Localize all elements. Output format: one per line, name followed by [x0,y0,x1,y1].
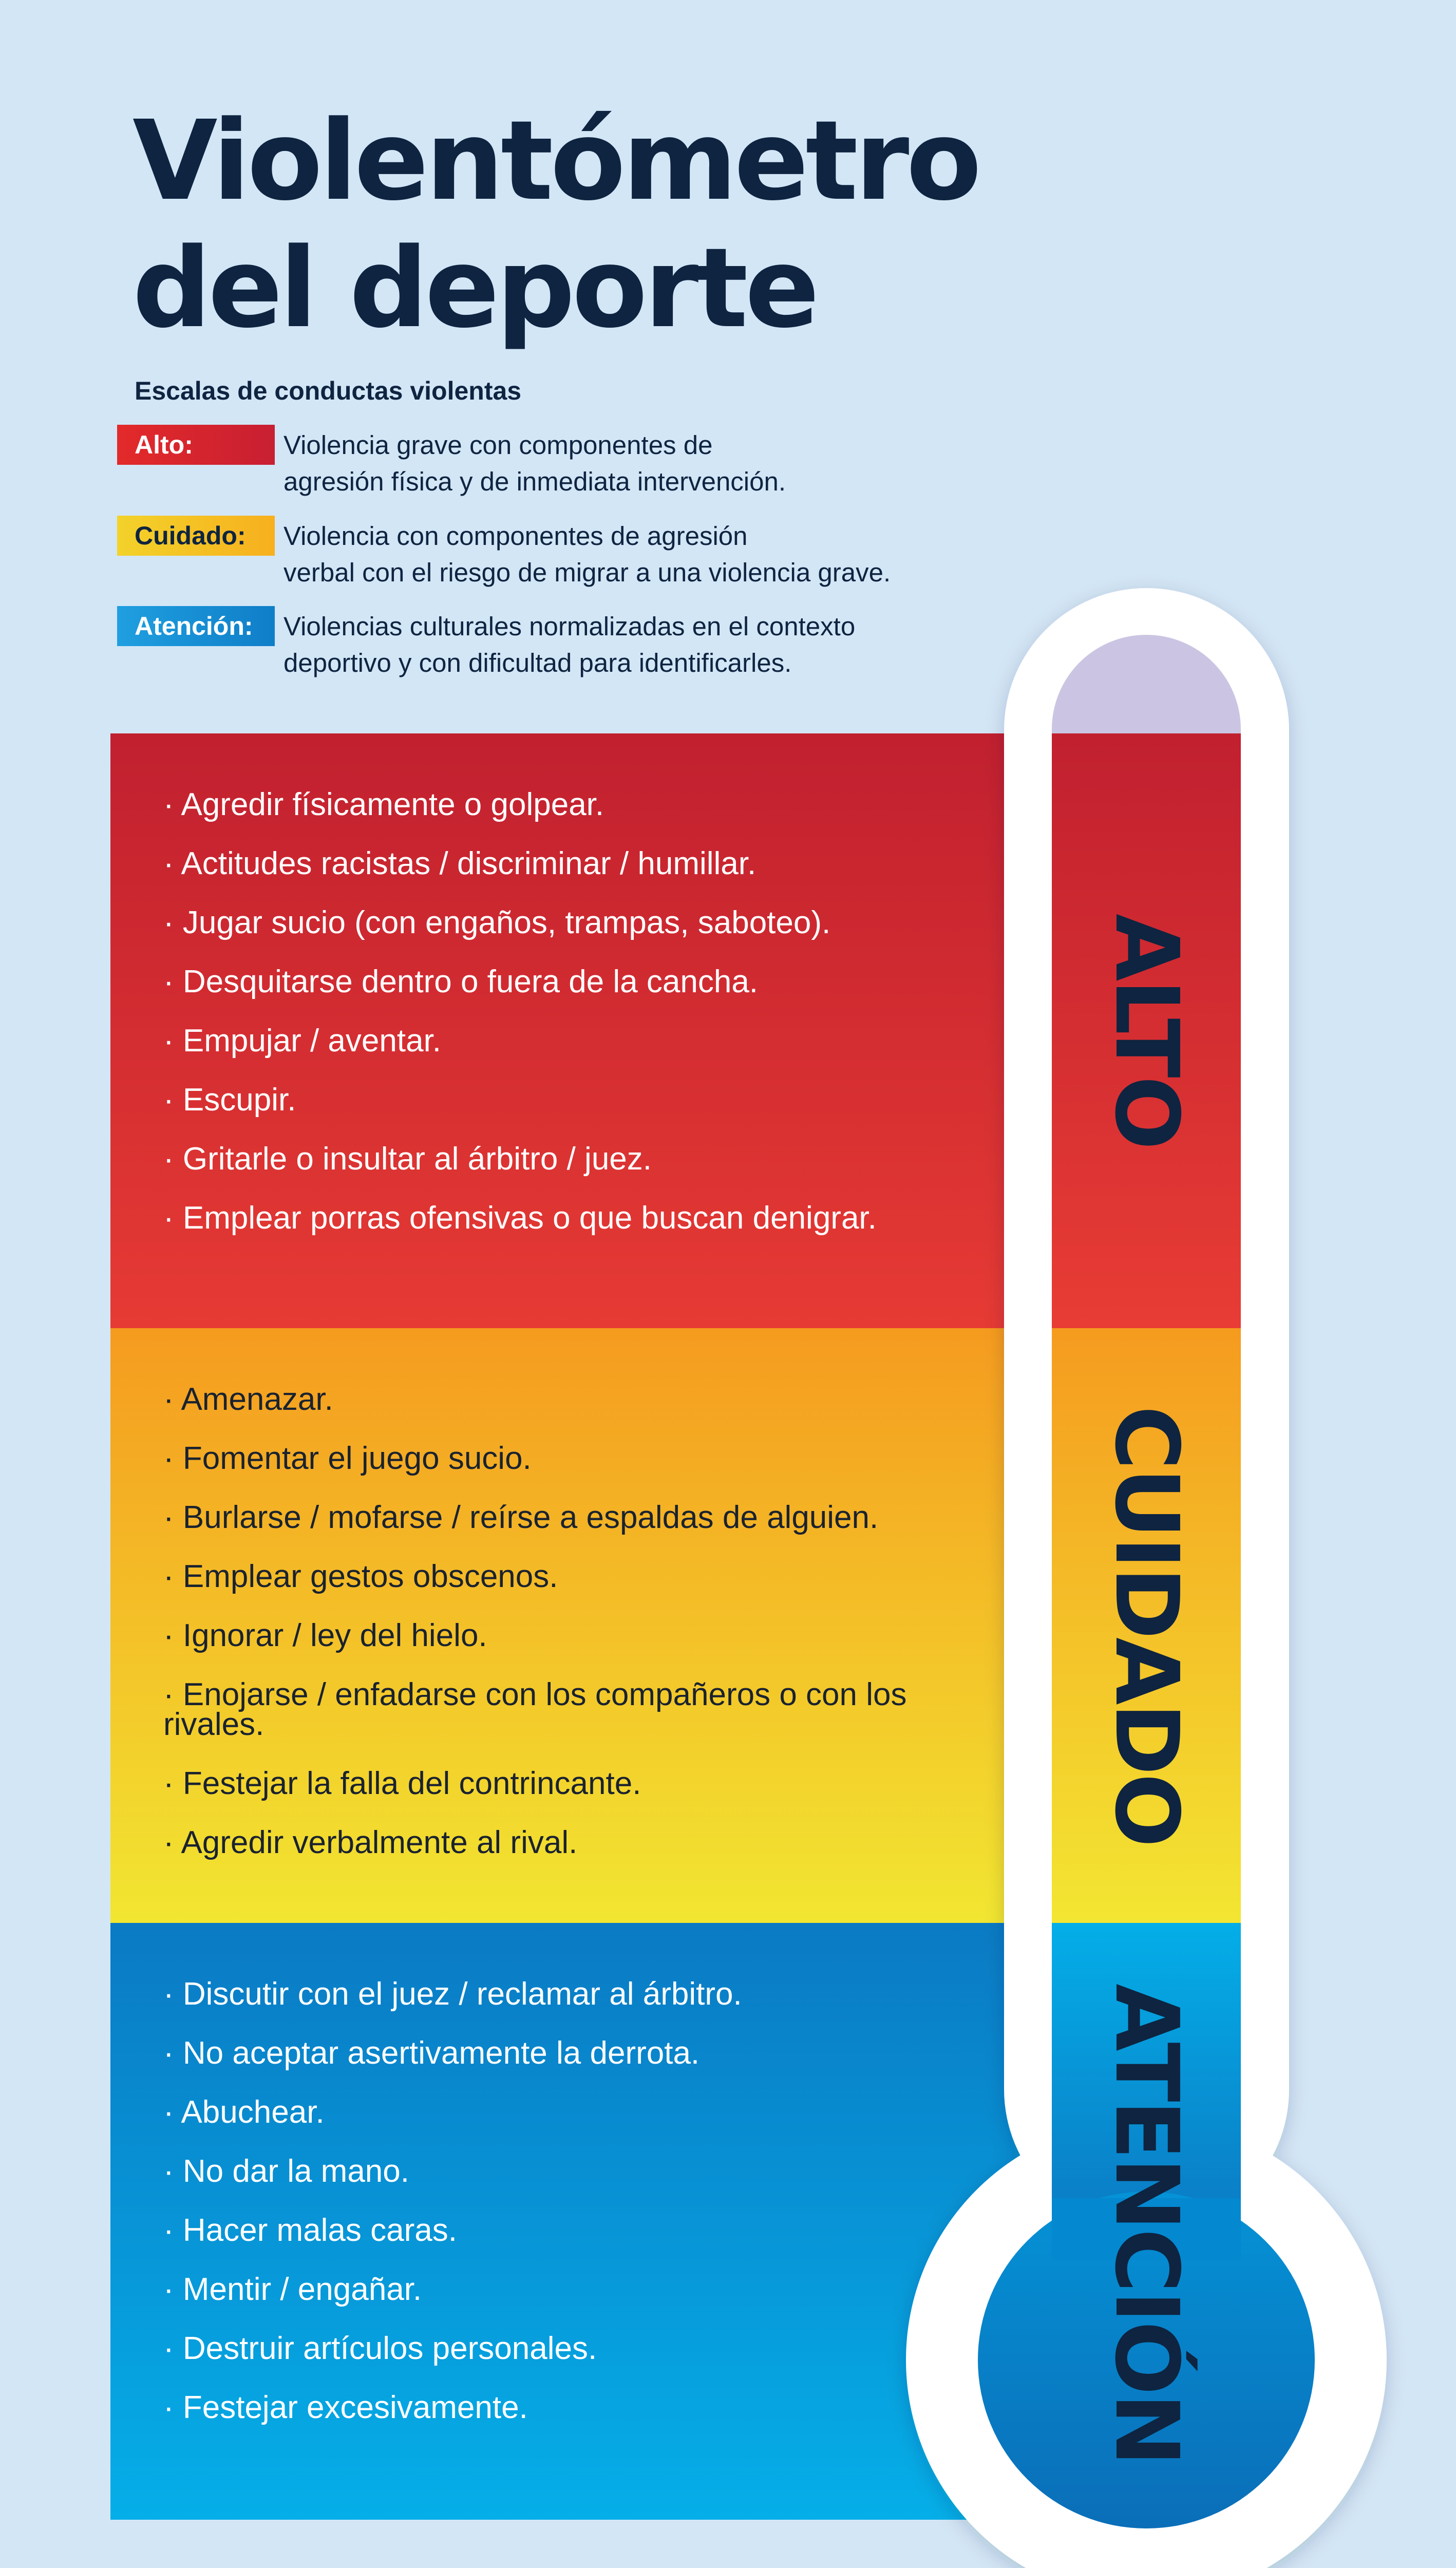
title-line-2: del deporte [133,224,817,352]
list-item: · Agredir verbalmente al rival. [163,1825,578,1860]
list-item: · Fomentar el juego sucio. [163,1441,532,1476]
list-item: · No dar la mano. [163,2154,409,2189]
list-item: · Emplear gestos obscenos. [163,1559,558,1594]
list-item: · Gritarle o insultar al árbitro / juez. [163,1141,652,1177]
list-item: · Burlarse / mofarse / reírse a espaldas de alguien. [163,1500,879,1535]
legend-desc-line: agresión física y de inmediata intervención. [283,467,786,496]
list-item: · Mentir / engañar. [163,2272,422,2307]
list-item: · Empujar / aventar. [163,1023,442,1059]
list-item: · Destruir artículos personales. [163,2331,597,2366]
list-item: · Abuchear. [163,2094,325,2130]
list-item: · Emplear porras ofensivas o que buscan denigrar. [163,1200,877,1236]
legend-desc-line: Violencias culturales normalizadas en el contexto [283,612,856,641]
list-item: · Discutir con el juez / reclamar al árbitro. [163,1976,742,2012]
legend-desc-line: Violencia grave con componentes de [283,430,713,460]
scale-label-atencion: ATENCIÓN [1095,1984,1197,2464]
list-item: · Enojarse / enfadarse con los compañeros o con los rivales. [163,1677,907,1742]
legend-tag-alto: Alto: [117,425,275,465]
list-item: · Agredir físicamente o golpear. [163,787,604,822]
legend-tag-cuidado: Cuidado: [117,516,275,556]
list-item: · Desquitarse dentro o fuera de la cancha. [163,964,759,999]
legend-desc-line: verbal con el riesgo de migrar a una violencia grave. [283,558,891,587]
list-item: · Festejar excesivamente. [163,2390,528,2425]
legend-heading: Escalas de conductas violentas [135,376,522,405]
list-item: · Ignorar / ley del hielo. [163,1618,487,1653]
list-item: · Actitudes racistas / discriminar / humillar. [163,846,757,881]
list-item: · Amenazar. [163,1382,333,1417]
title-line-1: Violentómetro [133,97,979,225]
legend-desc-line: deportivo y con dificultad para identificarles. [283,648,792,677]
list-item: · No aceptar asertivamente la derrota. [163,2035,700,2071]
scale-label-alto: ALTO [1095,913,1197,1148]
list-item: · Hacer malas caras. [163,2213,457,2248]
list-item: · Escupir. [163,1082,296,1118]
scale-label-cuidado: CUIDADO [1095,1405,1197,1846]
legend-desc-line: Violencia con componentes de agresión [283,521,748,551]
list-item: · Festejar la falla del contrincante. [163,1766,641,1801]
legend-tag-atencion: Atención: [117,606,275,646]
list-item: · Jugar sucio (con engaños, trampas, saboteo). [163,905,831,940]
